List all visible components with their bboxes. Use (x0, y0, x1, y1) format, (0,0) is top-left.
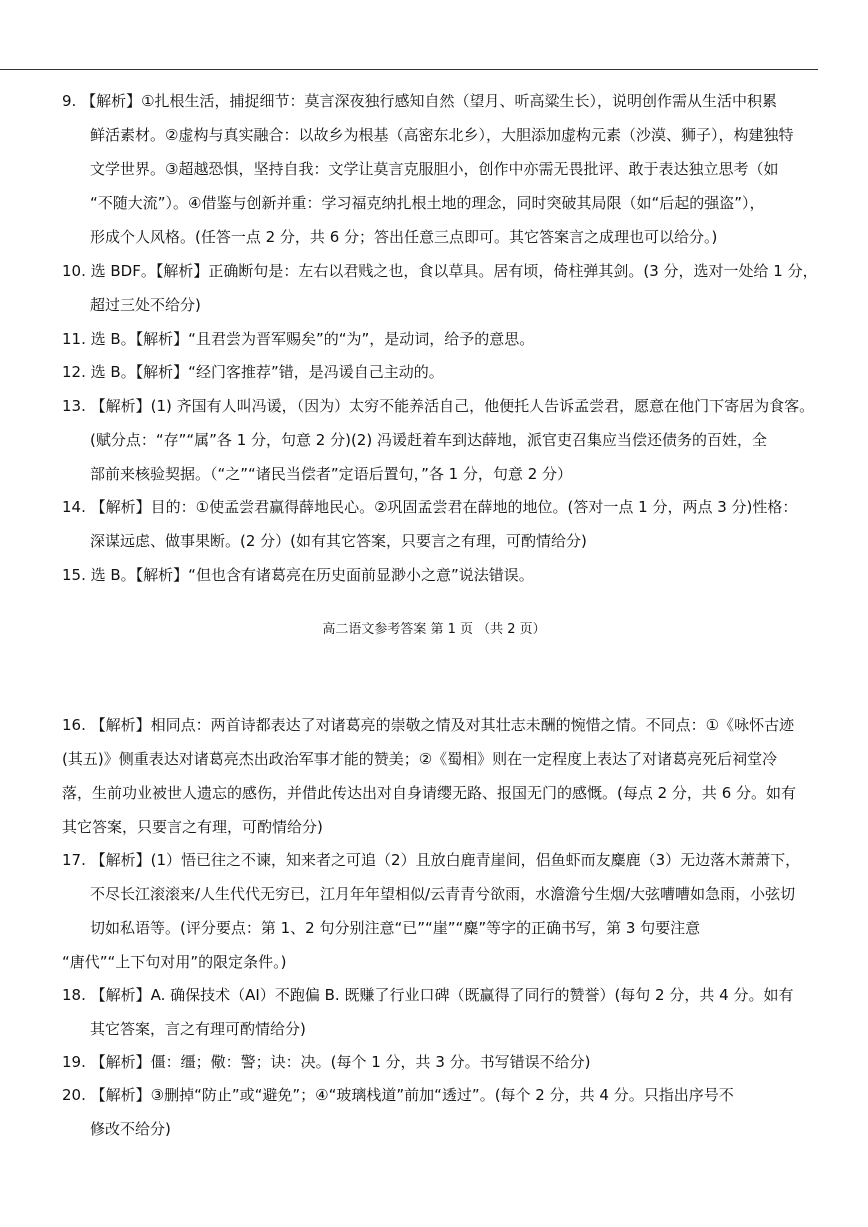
answer-17 (62, 843, 800, 979)
answer-9 (62, 84, 793, 254)
answer-line: 14. 【解析】目的：①使孟尝君赢得薛地民心。②巩固孟尝君在薛地的地位。(答对一点 1 分，两点 3 分)性格： (62, 498, 798, 516)
answer-line: 15. 选 B。【解析】“但也含有诸葛亮在历史面前显渺小之意”说法错误。 (62, 566, 534, 584)
answer-line: 不尽长江滚滚来/人生代代无穷已，江月年年望相似/云青青兮欲雨，水澹澹兮生烟/大弦嘈嘈如急雨，小弦切 (90, 885, 796, 903)
answer-line: 切如私语等。(评分要点：第 1、2 句分别注意“已”“崖”“麋”等字的正确书写，第 3 句要注意 (90, 919, 701, 937)
answer-line: “不随大流”）。④借鉴与创新并重：学习福克纳扎根土地的理念，同时突破其局限（如“后起的强盗”）， (90, 194, 765, 212)
answer-10 (62, 254, 818, 322)
answer-20 (62, 1078, 734, 1146)
answer-line: 10. 选 BDF。【解析】正确断句是：左右以君贱之也，食以草具。居有顷，倚柱弹其剑。(3 分，选对一处给 1 分， (62, 262, 818, 280)
answer-19 (62, 1045, 591, 1079)
answer-line: “唐代”“上下句对用”的限定条件。) (62, 953, 287, 971)
answer-line: 鲜活素材。②虚构与真实融合：以故乡为根基（高密东北乡），大胆添加虚构元素（沙漠、狮子），构建独特 (90, 126, 794, 144)
answer-15 (62, 558, 534, 592)
answer-line: 9. 【解析】①扎根生活，捕捉细节：莫言深夜独行感知自然（望月、听高粱生长），说明创作需从生活中积累 (62, 92, 778, 110)
answer-line: (赋分点：“存”“属”各 1 分，句意 2 分)(2) 冯谖赶着车到达薛地，派官吏召集应当偿还债务的百姓，全 (90, 431, 767, 449)
answer-line: 超过三处不给分) (90, 296, 201, 314)
top-rule (0, 69, 818, 70)
answer-line: 文学世界。③超越恐惧，坚持自我：文学让莫言克服胆小，创作中亦需无畏批评、敢于表达独立思考（如 (90, 160, 779, 178)
answer-line: 16. 【解析】相同点：两首诗都表达了对诸葛亮的崇敬之情及对其壮志未酬的惋惜之情。不同点：①《咏怀古迹 (62, 716, 795, 734)
answer-line: 17. 【解析】(1）悟已往之不谏，知来者之可追（2）且放白鹿青崖间，侣鱼虾而友麋鹿（3）无边落木萧萧下， (62, 851, 801, 869)
answer-line: 落，生前功业被世人遗忘的感伤，并借此传达出对自身请缨无路、报国无门的感慨。(每点 2 分，共 6 分。如有 (62, 784, 797, 802)
answer-14 (62, 490, 797, 558)
page-footer: 高二语文参考答案 第 1 页 （共 2 页） (322, 622, 546, 637)
answer-18 (62, 978, 793, 1046)
answer-line: 部前来核验契据。（“之”“诸民当偿者”定语后置句，”各 1 分，句意 2 分） (90, 465, 573, 483)
answer-line: 19. 【解析】僵：缰；儆：警；诀：决。(每个 1 分，共 3 分。书写错误不给分) (62, 1053, 591, 1071)
answer-line: 修改不给分) (90, 1120, 171, 1138)
answer-line: 其它答案，言之有理可酌情给分) (90, 1020, 306, 1038)
answer-line: 12. 选 B。【解析】“经门客推荐”错，是冯谖自己主动的。 (62, 363, 444, 381)
answer-line: 深谋远虑、做事果断。(2 分）(如有其它答案，只要言之有理，可酌情给分) (90, 532, 587, 550)
answer-line: 18. 【解析】A. 确保技术（AI）不跑偏 B. 既赚了行业口碑（既赢得了同行的赞誉）(每句 2 分，共 4 分。如有 (62, 986, 794, 1004)
answer-line: 11. 选 B。【解析】“且君尝为晋军赐矣”的“为”，是动词，给予的意思。 (62, 330, 535, 348)
answer-16 (62, 708, 796, 844)
answer-line: 形成个人风格。(任答一点 2 分，共 6 分；答出任意三点即可。其它答案言之成理也可以给分。) (90, 228, 718, 246)
answer-line: 13. 【解析】(1) 齐国有人叫冯谖，（因为）太穷不能养活自己，他便托人告诉孟尝君，愿意在他门下寄居为食客。 (62, 397, 815, 415)
answer-line: (其五)》侧重表达对诸葛亮杰出政治军事才能的赞美；②《蜀相》则在一定程度上表达了对诸葛亮死后祠堂冷 (62, 750, 778, 768)
answer-line: 20. 【解析】③删掉“防止”或“避免”；④“玻璃栈道”前加“透过”。(每个 2 分，共 4 分。只指出序号不 (62, 1086, 734, 1104)
answer-line: 其它答案，只要言之有理，可酌情给分) (62, 818, 323, 836)
answer-13 (62, 389, 814, 491)
answer-11 (62, 322, 534, 356)
answer-12 (62, 355, 444, 389)
